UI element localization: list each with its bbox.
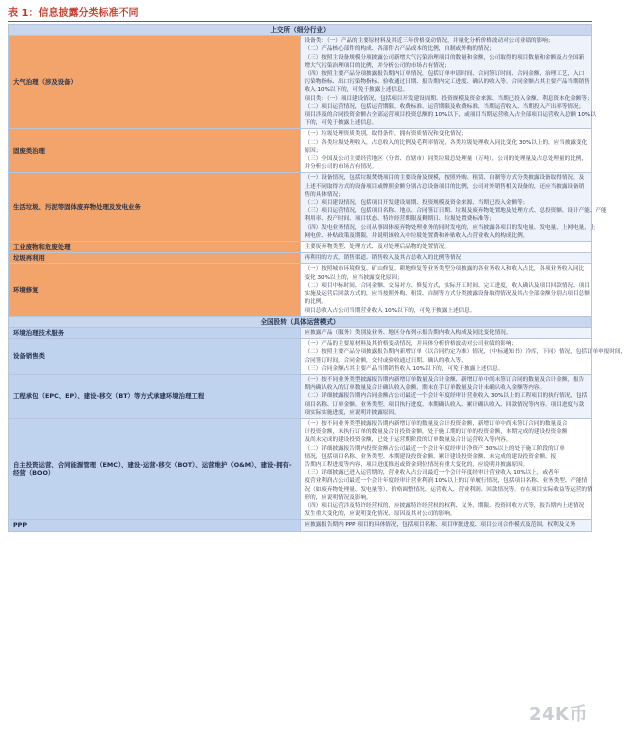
description-cell	[300, 264, 592, 316]
description-line: 计投资金额，未执行订单的数量及合计投资金额，处于施工期的订单的投资金额，本期完成的建设投资金额	[304, 429, 568, 436]
description-line: 期内确认收入的订单数量及合计确认收入金额、期末在手订单数量及合计未确认收入金额等内容。	[304, 385, 546, 392]
description-line: （一）产品的主要原材料及其价格变动情况，并具体分析价格波动对公司业绩的影响；	[304, 341, 518, 348]
description-line: （一）按不同业务类型披露报告期内新增订单的数量及合计投资金额，新增订单中尚未签订合同的数量及合	[304, 420, 568, 427]
table-row	[9, 173, 592, 242]
description-line: 项实际实施进度，应说明并披露原因。	[304, 409, 400, 416]
category-cell: 工业废物和危废处理	[9, 242, 301, 253]
description-line: （二）详细披露报告期内合同金额占公司最近一个会计年度经审计营业收入 30%以上的工程项目的执行情况，包括	[304, 393, 588, 400]
description-line: （一）设备情况，包括垃圾焚烧项目的主要设备及规模，按照外购、租赁、自制等方式分类披露设备取得情况，及	[304, 175, 585, 182]
description-cell	[300, 173, 607, 242]
category-cell: PPP	[9, 520, 301, 531]
description-line: （二）产品核心部件的构成、各部件占产品成本的比例，自制或外购的情况；	[304, 46, 495, 53]
description-line: 增大气污染治理项目的比例，并分析公司的市场占有情况；	[304, 62, 450, 69]
category-cell: 固废类治理	[9, 129, 301, 173]
description-line: 收入 10%以下的，可免于披露上述信息。	[304, 87, 409, 94]
description-line: 下的，可免于披露上述信息。	[304, 120, 378, 127]
description-line: （四）发电业务情况，公司从事固体废弃物处理业务的同时发电的，应当披露各项目的发电量、发电量、上网电量，上	[304, 224, 596, 231]
description-line: 的比例。	[304, 299, 327, 306]
description-line: （三）项目运营情况，包括项目名称、地点、合同签订日期、垃圾及废弃物处置地及处理方式、总投资额、设计产能、产能	[304, 208, 607, 215]
table-row	[9, 253, 592, 264]
description-cell	[300, 253, 592, 264]
section-title: 全国股转（具体运营模式）	[9, 316, 592, 327]
description-line: （二）按照主要产品分项披露报告期内新增订单（以合同约定为准）情况，（中标通知书）冷库，下同）情况，包括订单申报时间，	[304, 349, 626, 356]
description-line: 原因；	[304, 147, 322, 154]
description-line: （一）按照城市环境修复、矿山修复、耕地修复等业务类型分项披露的各业务收入和收入占比，各项业务收入同比	[304, 266, 585, 273]
description-cell	[300, 339, 626, 375]
description-line: 应披露产品（服务）类别及业务、地区分布列示报告期内收入构成及同比变化情况。	[304, 329, 512, 336]
description-line: 污染物指标、出口污染物指标、验收通过日期、报告期内完工进度、确认的收入等。合同金额占其主要产品当期销售	[304, 79, 590, 86]
category-cell: 自主投资运营、合同能源管理（EMC）、建设-运营-移交（BOT）、运营维护（O&M）、建设-拥有-经营（BOO）	[9, 418, 301, 519]
table-row	[9, 374, 592, 418]
table-caption: 表 1：信息披露分类标准不同	[8, 6, 592, 22]
description-line: （四）按照主要产品分项披露报告期内订单情况，包括订单申请时间、合同签订时间、合同金额、治理工艺，入口	[304, 71, 585, 78]
description-line: 并分析公司的市场占有情况。	[304, 164, 378, 171]
description-line: 设备类：（一）产品的主要原材料及其近三年价格变动情况，并量化分析价格波动对公司业绩的影响；	[304, 38, 554, 45]
description-line: （二）项目建设情况，包括项目开发建设周期、投资规模及资金来源、当期已投入金额等；	[304, 200, 529, 207]
table-row	[9, 242, 592, 253]
description-line: 项目类：（一）项目建设情况，包括项目开发建设周期、投资规模及资金来源、当期已投入金额、利息资本化金额等；	[304, 95, 593, 102]
description-line: 发生重大变化的，应说明变化情况、原因及其对公司的影响。	[304, 511, 456, 518]
description-line: 及尚未完成的建设投资金额，已处于运营期阶段的订单数量及合计运营收入等内容。	[304, 437, 512, 444]
description-cell	[300, 36, 596, 129]
description-cell	[300, 520, 592, 531]
description-line: （一）垃圾处理资质类别，取得条件，拥有资质情况和变化情况；	[304, 131, 467, 138]
table-row	[9, 418, 592, 519]
description-line: 售的具体情况；	[304, 191, 344, 198]
description-line: 形的，应说明情况及影响。	[304, 494, 372, 501]
description-line: 项目名称、订单金额、业务类型、项目执行进度、本期确认收入、累计确认收入、回款情况等内容。项目进度与款	[304, 401, 585, 408]
table-row	[9, 129, 592, 173]
description-line: 变化 30%以上的，应当披露变化原因；	[304, 274, 403, 281]
section-header	[9, 316, 592, 327]
description-line: 主要废弃物类型、处理方式、及对处理后品物的处置情况。	[304, 244, 450, 251]
description-line: 利用率、投产时间、项目状态、特许经营期限及剩期日、垃圾处置费标准等；	[304, 216, 495, 223]
description-line: （三）合同金额占其主要产品当期销售收入 10%以下的，可免于披露上述信息。	[304, 365, 504, 372]
description-line: 项目总收入占公司当期营业收入 10%以下的，可免于披露上述信息。	[304, 307, 476, 314]
description-cell	[300, 327, 592, 338]
description-cell	[300, 129, 592, 173]
table-row	[9, 264, 592, 316]
description-line: 度营业利润占公司最近一个会计年度经审计营业利润 10%以上的订单履行情况，包括项目名称、业务类型、产能情	[304, 478, 588, 485]
watermark-logo: 24K币	[529, 704, 588, 725]
section-header	[9, 25, 592, 36]
category-cell: 工程承包（EPC、EP）、建设-移交（BT）等方式承建环境治理工程	[9, 374, 301, 418]
description-line: 情况，包括项目名称、业务类型、本期建设投资金额、累计建设投资金额、未完成的建设投资金额、报	[304, 453, 557, 460]
description-line: 实施及运营后回款方式的，应当按照外购、租赁、自制等方式分类披露设备取得情况及其占全部金额分别占项目总额	[304, 291, 590, 298]
description-line: （二）项目运营情况，包括运营期限、收费标准、运营期限及收费标准，当期运营收入、当期投入产出率等情况；	[304, 103, 585, 110]
table-row	[9, 327, 592, 338]
description-line: 项目涉及的合同投资金额占全部运营项目投资总额的 10%以下，或项目当期运营收入占全部项目运营收入总额 10%以	[304, 112, 596, 119]
category-cell: 生活垃圾、污泥等固体废弃物处理及发电业务	[9, 173, 301, 242]
section-title: 上交所（细分行业）	[9, 25, 592, 36]
description-line: 网电价、补贴政策及期限，并说明该收入中垃圾处置费和补贴收入占营业收入的构成比例。	[304, 232, 529, 239]
description-line: （二）详细披露报告期内投资金额占公司最近一个会计年度经审计净资产 30%以上的处于施工阶段的订单	[304, 445, 565, 452]
table-row	[9, 339, 592, 375]
category-cell: 环境修复	[9, 264, 301, 316]
description-cell	[300, 418, 592, 519]
description-line: （三）全国及公司主要经营地区（分省、直辖市）同类垃圾总处理量（万吨），公司的处理量及占总处理量的比例，	[304, 156, 587, 163]
description-line: 况（如废弃物处理量、发电量等）、价格调整情况、运营收入、营业利润、回款情况等。存在项目实际收益等运营的情	[304, 486, 593, 493]
description-line: 合同签订时间，合同金额，交付或验收通过日期、确认的收入等。	[304, 357, 467, 364]
description-line: （一）按不同业务类型披露报告期内新增订单数量及合计金额、新增订单中尚未签订合同的数量及合计金额，报告	[304, 376, 585, 383]
table-row	[9, 520, 592, 531]
description-line: 上述不同取得方式的设备项目或牌照金额分别占总设备项目的比例，公司对外销售相关设备的，还应当披露设备销	[304, 183, 585, 190]
category-cell: 大气治理（涉及设备）	[9, 36, 301, 129]
table-body	[9, 25, 626, 532]
description-line: （四）项目运营涉及特许经营权的，应披露特许经营权的权利、义务、期限、投资回收方式等，报告期内上述情况	[304, 502, 585, 509]
description-line: （三）详细披露已进入运营期的，营业收入占公司最近一个会计年度经审计营业收入 10%以上，或者年	[304, 470, 560, 477]
description-cell	[300, 242, 592, 253]
category-cell: 垃圾再利用	[9, 253, 301, 264]
table-row	[9, 36, 592, 129]
description-line: 应披露报告期内 PPP 项目的具体情况，包括项目名称、项目审批进度、项目公司合作模式及范围，权利及义务	[304, 522, 576, 529]
description-line: 再利用的方式，销售渠道、销售收入及其占总收入的比例等情况	[304, 255, 462, 262]
description-cell	[300, 374, 592, 418]
description-line: （二）各类垃圾处理收入，占总收入的比例及毛利率情况，各类垃圾处理收入同比变化 30%以上的，应当披露变化	[304, 139, 588, 146]
category-cell: 设备销售类	[9, 339, 301, 375]
description-line: （三）按照主设备规模分项披露公司新增大气污染治理项目的数量和金额，公司取得的项目数量和金额及占全国新	[304, 54, 585, 61]
description-line: 告期内工程进度等内容，项目进度推迟或资金到位情况有重大变化的，应说明并披露原因。	[304, 461, 529, 468]
category-cell: 环境治理技术服务	[9, 327, 301, 338]
description-line: （二）项目中标时间、合同金额、交易对方、修复方式，实际开工时间、完工进度，收入确认及项目回款情况、项目	[304, 282, 590, 289]
disclosure-table	[8, 24, 626, 532]
